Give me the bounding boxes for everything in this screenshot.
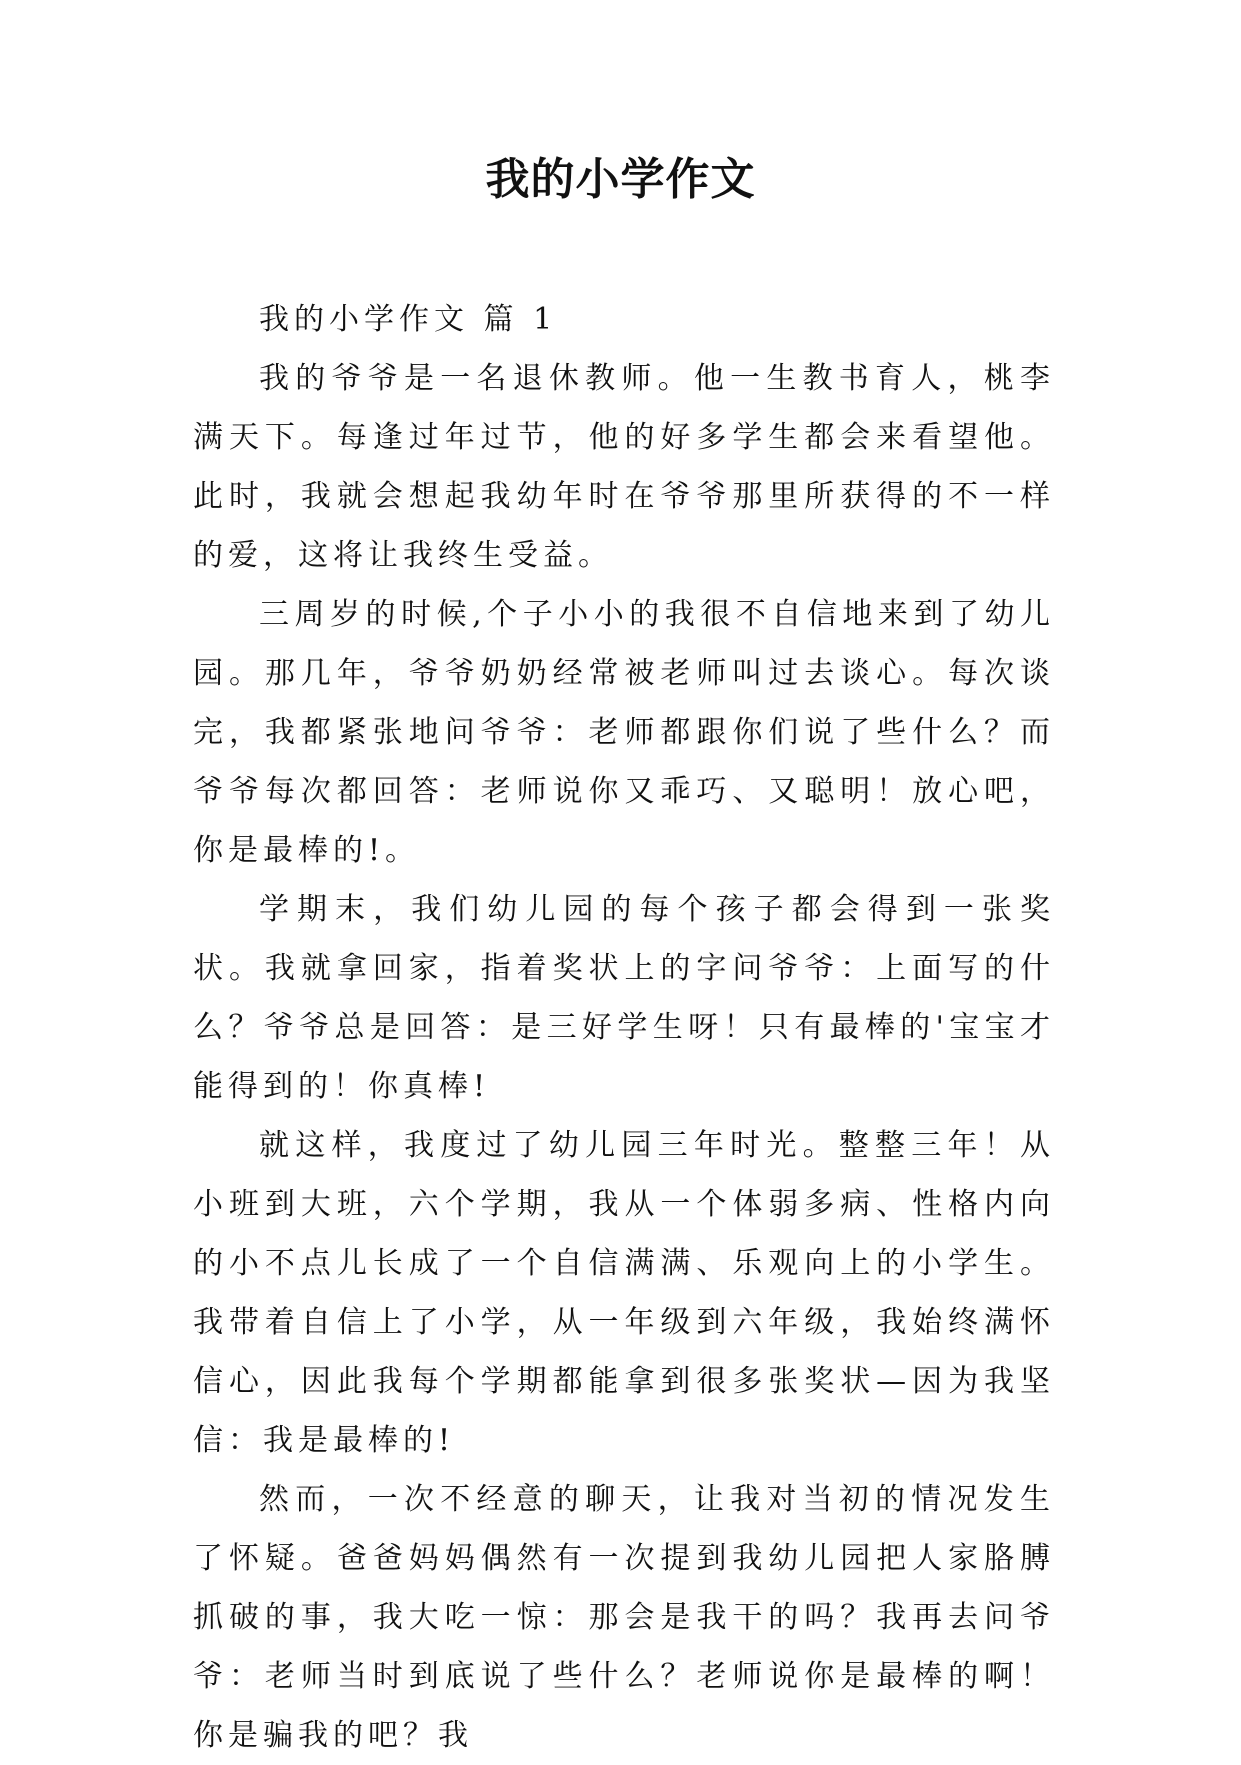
document-title: 我的小学作文 xyxy=(485,154,756,205)
paragraph: 就这样，我度过了幼儿园三年时光。整整三年！从小班到大班，六个学期，我从一个体弱多病、性格内向的小不点儿长成了一个自信满满、乐观向上的小学生。我带着自信上了小学，从一年级到六年级，我始终满怀信心，因此我每个学期都能拿到很多张奖状—因为我坚信：我是最棒的! xyxy=(193,1128,1055,1458)
paragraph: 我的爷爷是一名退休教师。他一生教书育人，桃李满天下。每逢过年过节，他的好多学生都会来看望他。此时，我就会想起我幼年时在爷爷那里所获得的不一样的爱，这将让我终生受益。 xyxy=(193,361,1055,573)
section-heading: 我的小学作文 篇 1 xyxy=(259,302,558,337)
paragraph: 然而，一次不经意的聊天，让我对当初的情况发生了怀疑。爸爸妈妈偶然有一次提到我幼儿园把人家胳膊抓破的事，我大吃一惊：那会是我干的吗？我再去问爷爷：老师当时到底说了些什么？老师说你是最棒的啊！你是骗我的吧？我 xyxy=(193,1482,1055,1753)
document-body xyxy=(193,290,1055,1765)
paragraph: 学期末，我们幼儿园的每个孩子都会得到一张奖状。我就拿回家，指着奖状上的字问爷爷：上面写的什么？爷爷总是回答：是三好学生呀！只有最棒的'宝宝才能得到的！你真棒! xyxy=(193,892,1055,1104)
paragraph: 三周岁的时候,个子小小的我很不自信地来到了幼儿园。那几年，爷爷奶奶经常被老师叫过去谈心。每次谈完，我都紧张地问爷爷：老师都跟你们说了些什么？而爷爷每次都回答：老师说你又乖巧、又聪明！放心吧，你是最棒的!。 xyxy=(193,597,1055,868)
